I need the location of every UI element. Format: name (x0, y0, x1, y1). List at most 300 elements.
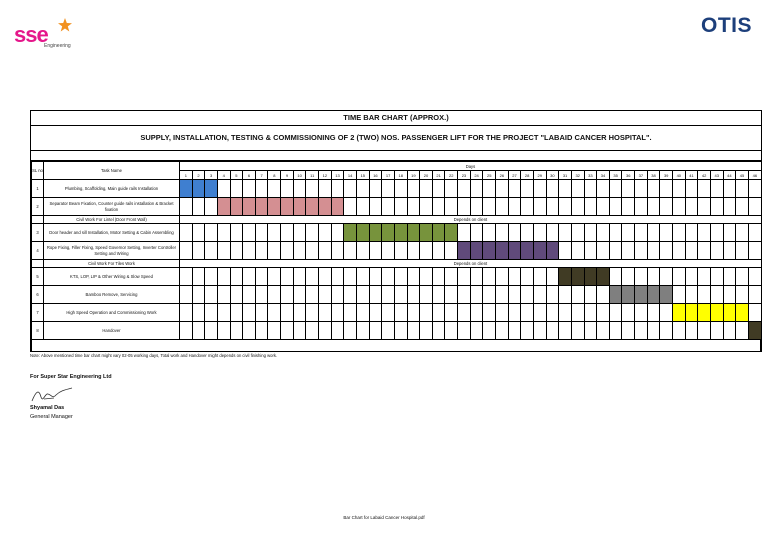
task-bar-cell (533, 242, 546, 260)
day-cell (319, 286, 332, 304)
sl-number: 7 (32, 304, 44, 322)
task-bar-cell (748, 322, 761, 340)
day-cell (293, 322, 306, 340)
civil-work-name: Civil Work For Tiles Work (44, 260, 180, 268)
task-bar-cell (521, 242, 534, 260)
day-cell (521, 286, 534, 304)
day-cell (672, 198, 685, 216)
day-cell (243, 242, 256, 260)
day-cell (559, 304, 572, 322)
day-number: 27 (508, 171, 521, 180)
day-cell (445, 180, 458, 198)
day-cell (521, 268, 534, 286)
day-number: 11 (306, 171, 319, 180)
day-number: 40 (672, 171, 685, 180)
day-cell (685, 224, 698, 242)
day-cell (420, 198, 433, 216)
day-cell (356, 322, 369, 340)
otis-logo: OTIS (700, 14, 752, 37)
day-number: 46 (748, 171, 761, 180)
day-cell (458, 268, 471, 286)
task-bar-cell (369, 224, 382, 242)
day-cell (445, 322, 458, 340)
task-bar-cell (356, 224, 369, 242)
day-cell (268, 286, 281, 304)
day-cell (698, 268, 711, 286)
day-cell (255, 242, 268, 260)
day-cell (559, 180, 572, 198)
day-cell (496, 224, 509, 242)
day-cell (672, 286, 685, 304)
day-cell (344, 198, 357, 216)
task-row (32, 268, 762, 286)
task-bar-cell (445, 224, 458, 242)
day-cell (319, 224, 332, 242)
day-cell (508, 286, 521, 304)
day-cell (723, 322, 736, 340)
day-cell (723, 224, 736, 242)
day-cell (319, 180, 332, 198)
signature-image (30, 385, 74, 405)
footer-filename: Bar Chart for Labaid Cancer Hospital.pdf (343, 515, 425, 520)
day-cell (432, 286, 445, 304)
day-cell (571, 180, 584, 198)
day-cell (597, 180, 610, 198)
spacer-row (31, 151, 761, 161)
chart-subtitle: SUPPLY, INSTALLATION, TESTING & COMMISSIONING OF 2 (TWO) NOS. PASSENGER LIFT FOR THE PROJECT "LABAID CANCER HOSPITAL". (31, 126, 761, 151)
day-cell (281, 322, 294, 340)
day-cell (533, 286, 546, 304)
day-cell (546, 180, 559, 198)
day-cell (356, 242, 369, 260)
day-cell (584, 198, 597, 216)
day-cell (748, 268, 761, 286)
task-bar-cell (723, 304, 736, 322)
day-cell (647, 322, 660, 340)
day-cell (382, 286, 395, 304)
day-cell (635, 322, 648, 340)
day-cell (331, 180, 344, 198)
day-number: 6 (243, 171, 256, 180)
day-cell (420, 286, 433, 304)
day-cell (420, 322, 433, 340)
signer-name: Shyamal Das (30, 405, 65, 411)
day-cell (407, 180, 420, 198)
day-cell (255, 304, 268, 322)
day-cell (496, 198, 509, 216)
task-row (32, 304, 762, 322)
day-cell (647, 304, 660, 322)
day-number: 12 (319, 171, 332, 180)
day-cell (660, 304, 673, 322)
day-number: 15 (356, 171, 369, 180)
task-name: Handover (44, 322, 180, 340)
task-bar-cell (571, 268, 584, 286)
task-bar-cell (698, 304, 711, 322)
day-cell (319, 322, 332, 340)
day-cell (407, 322, 420, 340)
task-bar-cell (470, 242, 483, 260)
sl-number: 3 (32, 224, 44, 242)
sse-logo-subtitle: Engineering (44, 43, 71, 49)
day-cell (546, 322, 559, 340)
day-cell (369, 286, 382, 304)
day-cell (483, 304, 496, 322)
task-bar-cell (281, 198, 294, 216)
day-number: 39 (660, 171, 673, 180)
day-cell (407, 286, 420, 304)
day-number: 34 (597, 171, 610, 180)
day-cell (685, 286, 698, 304)
day-number: 9 (281, 171, 294, 180)
day-number: 22 (445, 171, 458, 180)
day-number: 44 (723, 171, 736, 180)
day-cell (609, 268, 622, 286)
day-cell (382, 268, 395, 286)
day-cell (192, 322, 205, 340)
day-number: 13 (331, 171, 344, 180)
task-bar-cell (407, 224, 420, 242)
day-cell (748, 242, 761, 260)
day-cell (609, 242, 622, 260)
task-bar-cell (710, 304, 723, 322)
day-cell (458, 180, 471, 198)
day-cell (571, 198, 584, 216)
day-cell (458, 224, 471, 242)
day-cell (192, 242, 205, 260)
day-cell (685, 242, 698, 260)
depends-note: Depends on client (180, 260, 762, 268)
day-cell (521, 198, 534, 216)
day-cell (748, 224, 761, 242)
day-cell (243, 286, 256, 304)
day-cell (180, 304, 193, 322)
day-cell (508, 304, 521, 322)
day-number: 30 (546, 171, 559, 180)
day-cell (230, 304, 243, 322)
time-bar-chart (30, 110, 762, 352)
day-cell (748, 286, 761, 304)
day-number: 35 (609, 171, 622, 180)
day-cell (293, 180, 306, 198)
day-cell (432, 198, 445, 216)
day-cell (230, 322, 243, 340)
task-bar-cell (293, 198, 306, 216)
task-bar-cell (217, 198, 230, 216)
day-cell (382, 198, 395, 216)
day-cell (331, 224, 344, 242)
day-cell (420, 268, 433, 286)
day-cell (243, 268, 256, 286)
task-bar-cell (685, 304, 698, 322)
day-cell (344, 286, 357, 304)
day-cell (293, 224, 306, 242)
day-cell (571, 322, 584, 340)
day-cell (394, 322, 407, 340)
day-cell (293, 304, 306, 322)
day-cell (281, 224, 294, 242)
day-cell (622, 180, 635, 198)
day-cell (470, 224, 483, 242)
day-number: 29 (533, 171, 546, 180)
day-cell (230, 180, 243, 198)
depends-note: Depends on client (180, 216, 762, 224)
day-cell (445, 286, 458, 304)
day-cell (394, 304, 407, 322)
day-cell (369, 198, 382, 216)
day-cell (192, 286, 205, 304)
day-cell (319, 268, 332, 286)
day-cell (445, 198, 458, 216)
day-cell (217, 180, 230, 198)
day-cell (672, 224, 685, 242)
day-cell (243, 224, 256, 242)
day-cell (622, 322, 635, 340)
day-cell (382, 242, 395, 260)
sl-number: 8 (32, 322, 44, 340)
sl-number: 6 (32, 286, 44, 304)
day-cell (508, 198, 521, 216)
day-cell (571, 304, 584, 322)
day-cell (407, 242, 420, 260)
day-cell (508, 322, 521, 340)
day-cell (698, 198, 711, 216)
day-cell (660, 322, 673, 340)
day-number: 20 (420, 171, 433, 180)
day-number: 21 (432, 171, 445, 180)
task-name: KTS, LOP, LIP & Other Wiring & Slow Speed (44, 268, 180, 286)
task-bar-cell (344, 224, 357, 242)
task-bar-cell (635, 286, 648, 304)
task-bar-cell (622, 286, 635, 304)
day-cell (559, 198, 572, 216)
day-cell (470, 304, 483, 322)
day-cell (647, 242, 660, 260)
day-cell (180, 286, 193, 304)
task-bar-cell (230, 198, 243, 216)
day-cell (420, 242, 433, 260)
day-cell (217, 224, 230, 242)
days-header: Days (180, 162, 762, 171)
day-cell (710, 198, 723, 216)
day-cell (647, 198, 660, 216)
sl-number: 4 (32, 242, 44, 260)
task-bar-cell (508, 242, 521, 260)
day-cell (268, 224, 281, 242)
day-cell (217, 268, 230, 286)
day-cell (685, 268, 698, 286)
day-cell (369, 242, 382, 260)
day-number: 2 (192, 171, 205, 180)
task-name: Plumbing, Scaffolding, Main guide rails Installation (44, 180, 180, 198)
day-number: 25 (483, 171, 496, 180)
day-cell (192, 224, 205, 242)
day-cell (736, 268, 749, 286)
day-cell (660, 198, 673, 216)
task-bar-cell (268, 198, 281, 216)
day-cell (698, 242, 711, 260)
task-bar-cell (432, 224, 445, 242)
day-cell (180, 322, 193, 340)
day-number: 33 (584, 171, 597, 180)
day-cell (533, 180, 546, 198)
day-cell (609, 198, 622, 216)
day-cell (571, 224, 584, 242)
day-cell (710, 268, 723, 286)
day-number: 4 (217, 171, 230, 180)
day-cell (369, 322, 382, 340)
day-cell (685, 322, 698, 340)
day-cell (331, 242, 344, 260)
day-cell (356, 286, 369, 304)
day-cell (571, 242, 584, 260)
day-number: 31 (559, 171, 572, 180)
day-number: 24 (470, 171, 483, 180)
day-cell (382, 180, 395, 198)
day-cell (344, 268, 357, 286)
day-cell (672, 268, 685, 286)
day-cell (559, 286, 572, 304)
day-cell (432, 322, 445, 340)
signer-role: General Manager (30, 414, 73, 420)
day-cell (483, 286, 496, 304)
sse-logo-word: sse (14, 22, 48, 47)
day-cell (192, 268, 205, 286)
task-bar-cell (180, 180, 193, 198)
day-cell (609, 304, 622, 322)
day-cell (230, 224, 243, 242)
chart-title: TIME BAR CHART (APPROX.) (31, 111, 761, 126)
day-cell (710, 224, 723, 242)
day-cell (584, 180, 597, 198)
day-cell (660, 242, 673, 260)
day-cell (445, 242, 458, 260)
day-cell (647, 224, 660, 242)
day-cell (622, 268, 635, 286)
day-cell (470, 198, 483, 216)
day-number: 43 (710, 171, 723, 180)
day-cell (470, 180, 483, 198)
day-cell (635, 198, 648, 216)
day-cell (293, 268, 306, 286)
day-cell (710, 242, 723, 260)
day-number: 42 (698, 171, 711, 180)
day-cell (533, 304, 546, 322)
day-cell (205, 268, 218, 286)
task-bar-cell (192, 180, 205, 198)
task-bar-cell (319, 198, 332, 216)
sl-cell (32, 260, 44, 268)
task-bar-cell (394, 224, 407, 242)
day-cell (660, 180, 673, 198)
day-cell (483, 322, 496, 340)
day-number: 16 (369, 171, 382, 180)
day-cell (382, 304, 395, 322)
day-cell (180, 268, 193, 286)
day-cell (698, 180, 711, 198)
day-cell (533, 268, 546, 286)
day-cell (546, 198, 559, 216)
day-number: 7 (255, 171, 268, 180)
day-cell (306, 224, 319, 242)
day-cell (432, 304, 445, 322)
day-number: 41 (685, 171, 698, 180)
sl-header: SL no (32, 162, 44, 180)
day-cell (723, 180, 736, 198)
day-cell (420, 304, 433, 322)
day-cell (546, 304, 559, 322)
day-cell (180, 242, 193, 260)
day-cell (394, 268, 407, 286)
day-cell (609, 224, 622, 242)
day-cell (647, 180, 660, 198)
day-cell (306, 268, 319, 286)
day-number: 18 (394, 171, 407, 180)
day-cell (356, 304, 369, 322)
sl-number: 5 (32, 268, 44, 286)
day-number: 1 (180, 171, 193, 180)
day-cell (483, 180, 496, 198)
day-cell (723, 268, 736, 286)
day-cell (748, 180, 761, 198)
task-row (32, 286, 762, 304)
task-bar-cell (597, 268, 610, 286)
task-bar-cell (546, 242, 559, 260)
day-cell (319, 242, 332, 260)
task-row (32, 198, 762, 216)
day-cell (394, 198, 407, 216)
day-cell (496, 322, 509, 340)
civil-work-row (32, 216, 762, 224)
day-cell (609, 322, 622, 340)
day-cell (647, 268, 660, 286)
day-cell (255, 286, 268, 304)
day-cell (394, 180, 407, 198)
day-cell (382, 322, 395, 340)
day-cell (496, 286, 509, 304)
day-cell (192, 304, 205, 322)
day-cell (420, 180, 433, 198)
note-text: Note: Above mentioned time bar chart might vary 02-05 working days, Total work and Handover might depends on civil finishing work. (30, 353, 278, 358)
day-cell (180, 224, 193, 242)
day-cell (205, 322, 218, 340)
day-cell (432, 268, 445, 286)
day-cell (268, 268, 281, 286)
day-cell (217, 322, 230, 340)
day-cell (407, 268, 420, 286)
day-cell (356, 268, 369, 286)
day-cell (369, 180, 382, 198)
day-cell (710, 322, 723, 340)
day-cell (306, 322, 319, 340)
day-cell (571, 286, 584, 304)
task-row (32, 224, 762, 242)
task-bar-cell (496, 242, 509, 260)
day-cell (685, 198, 698, 216)
day-cell (698, 286, 711, 304)
day-cell (559, 322, 572, 340)
day-number: 32 (571, 171, 584, 180)
day-cell (584, 322, 597, 340)
day-cell (584, 224, 597, 242)
day-cell (293, 242, 306, 260)
day-cell (698, 224, 711, 242)
day-cell (546, 286, 559, 304)
day-cell (584, 286, 597, 304)
day-number: 17 (382, 171, 395, 180)
day-cell (230, 268, 243, 286)
day-cell (698, 322, 711, 340)
